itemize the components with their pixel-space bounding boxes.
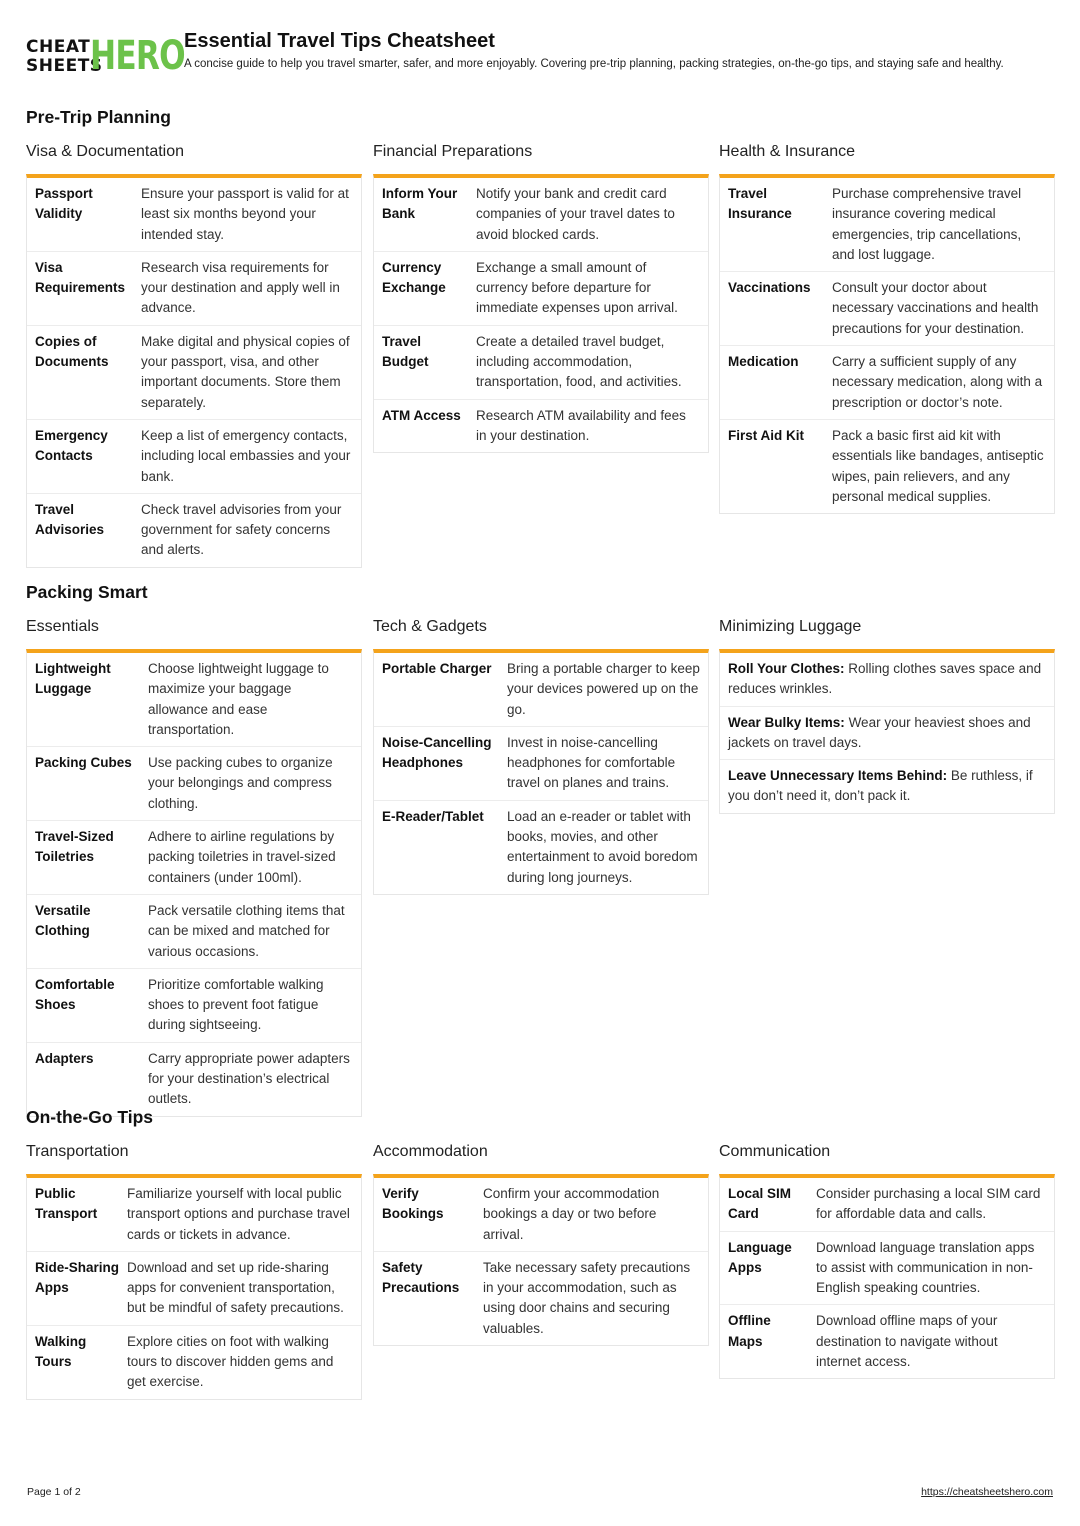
- card-title-visa: Visa & Documentation: [26, 143, 185, 160]
- row-value: Check travel advisories from your government for safety concerns and alerts.: [141, 501, 342, 558]
- row-value: Purchase comprehensive travel insurance covering medical emergencies, trip cancellations, and lost luggage.: [832, 186, 1022, 262]
- row-key: ATM Access: [382, 407, 461, 423]
- table-row: [27, 1042, 361, 1116]
- card-title-health: Health & Insurance: [719, 143, 856, 160]
- cheatsheetshero-logo[interactable]: [26, 33, 185, 79]
- table-row: [720, 419, 1054, 513]
- page-title: Essential Travel Tips Cheatsheet: [184, 30, 495, 52]
- section-title-onthego: On-the-Go Tips: [26, 1107, 154, 1127]
- table-row: [374, 178, 708, 251]
- title-block: [184, 28, 1054, 73]
- row-value: Carry appropriate power adapters for your destination’s electrical outlets.: [148, 1050, 350, 1107]
- table-row: [720, 271, 1054, 345]
- card-financial: [373, 174, 709, 453]
- row-value: Ensure your passport is valid for at least six months beyond your intended stay.: [141, 186, 349, 242]
- row-text: [728, 659, 1046, 700]
- row-key: First Aid Kit: [728, 427, 804, 443]
- table-row: [27, 894, 361, 968]
- row-value: Familiarize yourself with local public transport options and purchase travel cards or tickets in advance.: [127, 1186, 350, 1242]
- row-key: Adapters: [35, 1050, 94, 1066]
- card-title-accommodation: Accommodation: [373, 1143, 488, 1160]
- table-row: [27, 419, 361, 493]
- row-key: Offline Maps: [728, 1313, 771, 1349]
- row-value: Choose lightweight luggage to maximize your baggage allowance and ease transportation.: [148, 661, 329, 737]
- page-header: [26, 28, 1056, 90]
- row-key: Ride-Sharing Apps: [35, 1259, 120, 1296]
- table-row: [27, 1178, 361, 1251]
- table-row: [720, 653, 1054, 706]
- row-value: Load an e-reader or tablet with books, movies, and other entertainment to avoid boredom during long journeys.: [507, 808, 698, 885]
- table-row: [720, 1231, 1054, 1305]
- row-key: Wear Bulky Items:: [728, 714, 845, 730]
- card-title-transport: Transportation: [26, 1143, 129, 1160]
- row-key: Travel Insurance: [728, 186, 792, 222]
- site-link[interactable]: https://cheatsheetshero.com: [921, 1486, 1053, 1498]
- row-value: Adhere to airline regulations by packing toiletries in travel-sized containers (under 100ml).: [148, 829, 336, 885]
- row-text: [728, 713, 1046, 754]
- table-row: [27, 968, 361, 1042]
- table-row: [374, 399, 708, 453]
- section-title-pretrip: Pre-Trip Planning: [26, 107, 171, 127]
- card-accommodation: [373, 1174, 709, 1346]
- row-key: Leave Unnecessary Items Behind:: [728, 768, 948, 784]
- card-luggage: [719, 649, 1055, 814]
- card-visa: [26, 174, 362, 568]
- row-key: Lightweight Luggage: [35, 661, 111, 697]
- column-tech: [373, 617, 709, 895]
- row-key: Currency Exchange: [382, 259, 446, 296]
- row-value: Carry a sufficient supply of any necessary medication, along with a prescription or doctor’s note.: [832, 354, 1043, 410]
- row-value: Download language translation apps to assist with communication in non-English speaking countries.: [816, 1239, 1035, 1296]
- table-row: [27, 1325, 361, 1399]
- column-essentials: [26, 617, 362, 1117]
- row-value: Bring a portable charger to keep your devices powered up on the go.: [507, 661, 700, 717]
- card-transport: [26, 1174, 362, 1400]
- table-row: [720, 178, 1054, 271]
- row-key: Travel-Sized Toiletries: [35, 829, 114, 865]
- column-health: [719, 142, 1055, 514]
- logo-text-sheets: SHEETS: [26, 56, 103, 76]
- row-key: Noise-Cancelling Headphones: [382, 734, 492, 771]
- table-row: [27, 746, 361, 820]
- table-row: [27, 820, 361, 894]
- table-row: [374, 1178, 708, 1251]
- row-value: Pack a basic first aid kit with essentials like bandages, antiseptic wipes, pain relievers, and any personal medical supplies.: [832, 427, 1044, 504]
- card-health: [719, 174, 1055, 514]
- row-value: Take necessary safety precautions in your accommodation, such as using door chains and securing valuables.: [483, 1259, 691, 1336]
- card-title-essentials: Essentials: [26, 618, 99, 635]
- table-row: [374, 653, 708, 726]
- row-key: Comfortable Shoes: [35, 976, 115, 1013]
- row-key: Vaccinations: [728, 280, 811, 296]
- card-title-luggage: Minimizing Luggage: [719, 618, 862, 635]
- row-value: Create a detailed travel budget, including accommodation, transportation, food, and activities.: [476, 333, 682, 390]
- row-value: Research ATM availability and fees in your destination.: [476, 407, 686, 443]
- table-row: [374, 325, 708, 399]
- row-key: Public Transport: [35, 1186, 98, 1222]
- row-value: Consider purchasing a local SIM card for affordable data and calls.: [816, 1186, 1041, 1222]
- section-title-packing: Packing Smart: [26, 582, 148, 602]
- table-row: [374, 800, 708, 894]
- table-row: [27, 178, 361, 251]
- row-key: E-Reader/Tablet: [382, 808, 484, 824]
- row-key: Copies of Documents: [35, 333, 109, 370]
- row-value: Research visa requirements for your destination and apply well in advance.: [141, 259, 340, 316]
- row-key: Portable Charger: [382, 661, 492, 676]
- row-value: Download offline maps of your destination to navigate without internet access.: [816, 1313, 998, 1370]
- card-essentials: [26, 649, 362, 1117]
- row-value: Consult your doctor about necessary vaccinations and health precautions for your destination.: [832, 280, 1039, 336]
- table-row: [27, 493, 361, 567]
- row-key: Medication: [728, 354, 799, 370]
- table-row: [374, 251, 708, 325]
- row-value: Exchange a small amount of currency before departure for immediate expenses upon arrival.: [476, 259, 678, 316]
- table-row: [27, 251, 361, 325]
- table-row: [27, 1251, 361, 1325]
- row-value: Prioritize comfortable walking shoes to prevent foot fatigue during sightseeing.: [148, 976, 324, 1033]
- card-communication: [719, 1174, 1055, 1379]
- column-communication: [719, 1142, 1055, 1379]
- row-key: Emergency Contacts: [35, 427, 108, 464]
- row-value: Be ruthless, if you don’t need it, don’t pack it.: [728, 768, 1033, 804]
- page-subtitle: A concise guide to help you travel smarter, safer, and more enjoyably. Covering pre-trip planning, packing strategies, on-the-go tips, and staying safe and healthy.: [184, 58, 1004, 70]
- table-row: [720, 1304, 1054, 1378]
- row-value: Rolling clothes saves space and reduces wrinkles.: [728, 661, 1042, 697]
- row-value: Use packing cubes to organize your belongings and compress clothing.: [148, 755, 333, 811]
- row-key: Travel Budget: [382, 333, 429, 370]
- row-key: Travel Advisories: [35, 501, 105, 538]
- row-key: Versatile Clothing: [35, 902, 91, 939]
- row-value: Keep a list of emergency contacts, including local embassies and your bank.: [141, 427, 351, 484]
- table-row: [374, 726, 708, 800]
- column-transport: [26, 1142, 362, 1400]
- logo-text-hero: HERO: [90, 33, 185, 79]
- row-value: Pack versatile clothing items that can be mixed and matched for various occasions.: [148, 902, 345, 959]
- table-row: [27, 325, 361, 419]
- card-tech: [373, 649, 709, 895]
- column-luggage: [719, 617, 1055, 814]
- table-row: [720, 759, 1054, 813]
- row-key: Visa Requirements: [35, 259, 126, 296]
- column-accommodation: [373, 1142, 709, 1346]
- row-value: Wear your heaviest shoes and jackets on travel days.: [728, 714, 1031, 750]
- card-title-tech: Tech & Gadgets: [373, 618, 487, 635]
- table-row: [720, 345, 1054, 419]
- row-value: Make digital and physical copies of your passport, visa, and other important documents. Store them separately.: [141, 333, 350, 410]
- card-title-financial: Financial Preparations: [373, 143, 533, 160]
- table-row: [720, 1178, 1054, 1231]
- row-key: Verify Bookings: [382, 1186, 444, 1222]
- row-value: Explore cities on foot with walking tours to discover hidden gems and get exercise.: [127, 1333, 334, 1390]
- row-text: [728, 766, 1046, 807]
- row-key: Language Apps: [728, 1239, 792, 1275]
- row-key: Safety Precautions: [382, 1259, 460, 1296]
- row-value: Download and set up ride-sharing apps for convenient transportation, but be mindful of safety precautions.: [127, 1259, 344, 1316]
- table-row: [720, 706, 1054, 760]
- row-value: Confirm your accommodation bookings a day or two before arrival.: [483, 1186, 660, 1242]
- table-row: [374, 1251, 708, 1345]
- column-financial: [373, 142, 709, 453]
- row-key: Roll Your Clothes:: [728, 661, 845, 676]
- row-key: Local SIM Card: [728, 1186, 792, 1222]
- column-visa: [26, 142, 362, 568]
- row-value: Notify your bank and credit card companies of your travel dates to avoid blocked cards.: [476, 186, 675, 242]
- logo-text-cheat: CHEAT: [26, 37, 91, 57]
- row-key: Walking Tours: [35, 1333, 87, 1370]
- row-value: Invest in noise-cancelling headphones for comfortable travel on planes and trains.: [507, 734, 676, 791]
- row-key: Inform Your Bank: [382, 186, 458, 222]
- page-number: Page 1 of 2: [27, 1486, 81, 1498]
- card-title-communication: Communication: [719, 1143, 831, 1160]
- table-row: [27, 653, 361, 746]
- row-key: Packing Cubes: [35, 755, 132, 771]
- row-key: Passport Validity: [35, 186, 93, 222]
